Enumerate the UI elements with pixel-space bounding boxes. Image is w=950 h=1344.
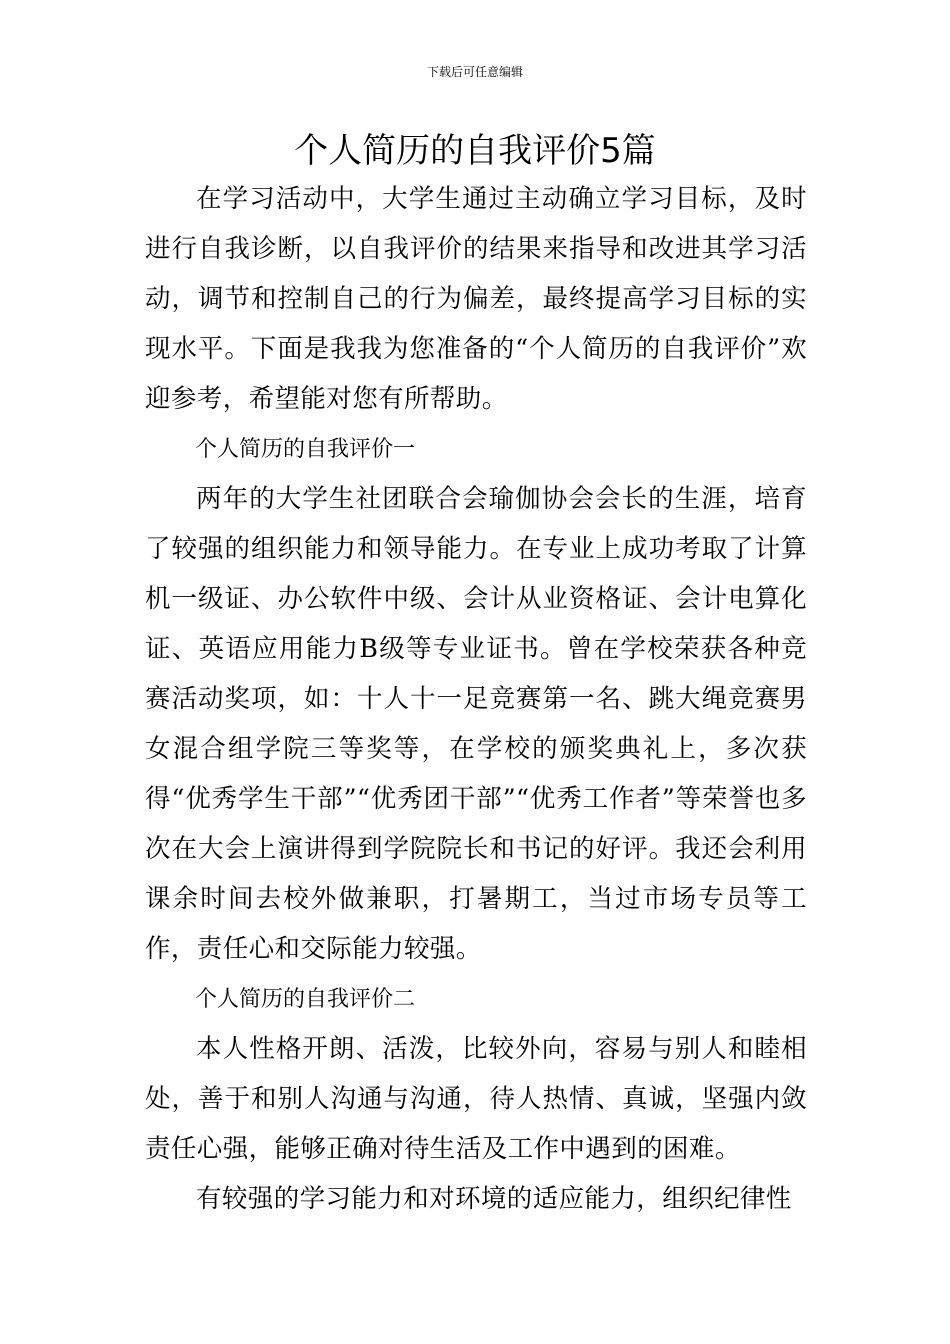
header-note: 下载后可任意编辑 (426, 65, 523, 79)
document-title: 个人简历的自我评价5篇 (294, 131, 656, 171)
intro-paragraph: 在学习活动中，大学生通过主动确立学习目标，及时进行自我诊断，以自我评价的结果来指导和改进其学习活动，调节和控制自己的行为偏差，最终提高学习目标的实现水平。下面是我我为您准备的“个人简历的自我评价”欢迎参考，希望能对您有所帮助。 (145, 184, 807, 414)
section-heading-2: 个人简历的自我评价二 (195, 987, 416, 1012)
section-heading-1: 个人简历的自我评价一 (195, 437, 416, 462)
document-body (145, 174, 807, 1224)
section-1-paragraph: 两年的大学生社团联合会瑜伽协会会长的生涯，培育了较强的组织能力和领导能力。在专业上成功考取了计算机一级证、办公软件中级、会计从业资格证、会计电算化证、英语应用能力B级等专业证书。曾在学校荣获各种竞赛活动奖项，如：十人十一足竞赛第一名、跳大绳竞赛男女混合组学院三等奖等，在学校的颁奖典礼上，多次获得“优秀学生干部”“优秀团干部”“优秀工作者”等荣誉也多次在大会上演讲得到学院院长和书记的好评。我还会利用课余时间去校外做兼职，打暑期工，当过市场专员等工作，责任心和交际能力较强。 (145, 484, 807, 964)
section-2-paragraph-2: 有较强的学习能力和对环境的适应能力，组织纪律性 (196, 1184, 792, 1214)
section-2-paragraph-1: 本人性格开朗、活泼，比较外向，容易与别人和睦相处，善于和别人沟通与沟通，待人热情、真诚，坚强内敛责任心强，能够正确对待生活及工作中遇到的困难。 (145, 1034, 807, 1164)
